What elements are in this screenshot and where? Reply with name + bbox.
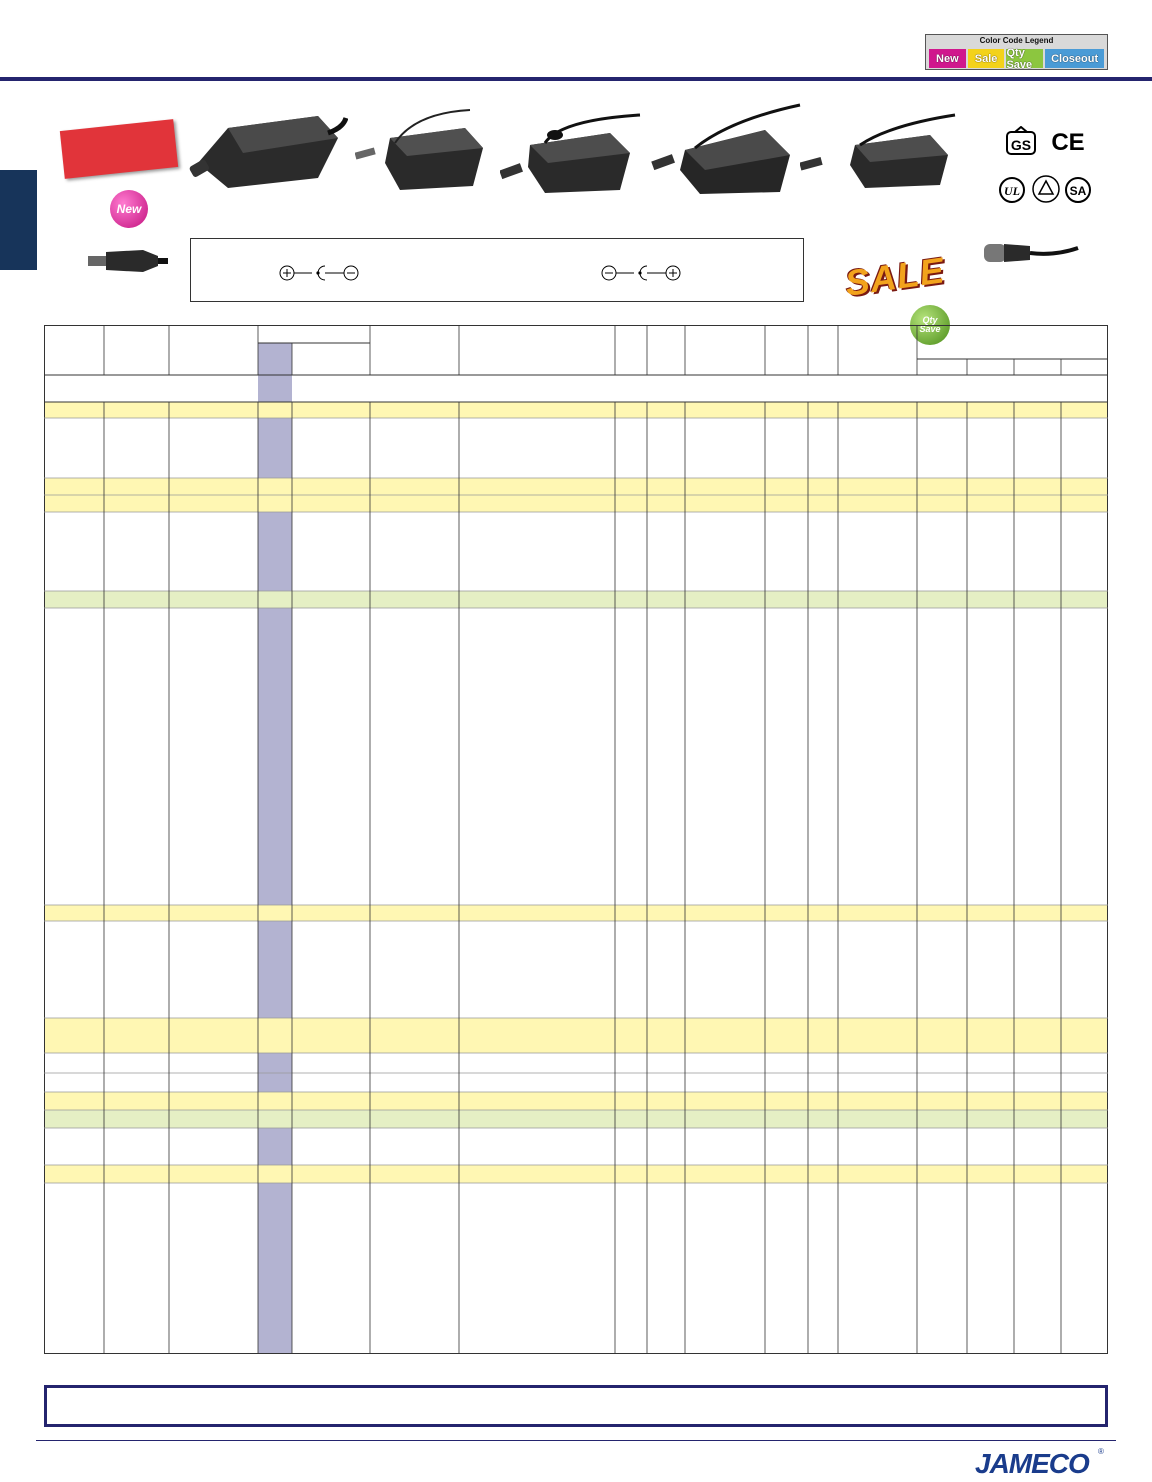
legend-new: New: [929, 49, 966, 68]
product-image-1: [188, 108, 348, 193]
legend-closeout: Closeout: [1045, 49, 1104, 68]
gs-mark-icon: [1005, 126, 1037, 156]
registered-mark: ®: [1098, 1447, 1104, 1456]
product-image-3: [500, 105, 650, 195]
svg-text:UL: UL: [1004, 184, 1020, 198]
section-side-tab: [0, 170, 37, 270]
dc-plug-image: [88, 248, 168, 274]
category-banner: [60, 119, 178, 179]
product-image-4: [650, 100, 810, 195]
product-image-2: [355, 108, 495, 193]
header-rule: [0, 77, 1152, 81]
color-code-legend: [925, 34, 1108, 70]
polarity-diagram-box: [190, 238, 804, 302]
sale-burst: SALE: [842, 249, 948, 304]
din-connector-image: [980, 238, 1080, 270]
csa-mark-icon: [1064, 176, 1092, 204]
legend-sale: Sale: [968, 49, 1005, 68]
new-badge: New: [110, 190, 148, 228]
svg-text:SA: SA: [1069, 184, 1087, 198]
ce-mark-icon: [1048, 126, 1088, 154]
legend-title: Color Code Legend: [979, 36, 1054, 45]
svg-text:CE: CE: [1051, 129, 1085, 154]
ul-mark-icon: [998, 176, 1026, 204]
qty-save-badge: Qty Save: [910, 305, 950, 345]
center-positive-polarity-icon: [277, 263, 361, 283]
center-negative-polarity-icon: [599, 263, 683, 283]
footer-rule: [36, 1440, 1116, 1441]
svg-text:GS: GS: [1010, 137, 1032, 153]
tuv-mark-icon: [1031, 174, 1061, 204]
footer-notice-box: [44, 1385, 1108, 1427]
legend-qty-save: Qty Save: [1006, 49, 1043, 68]
product-image-5: [800, 110, 960, 190]
product-table: [44, 325, 1108, 1354]
jameco-logo: JAMECO: [975, 1448, 1089, 1479]
